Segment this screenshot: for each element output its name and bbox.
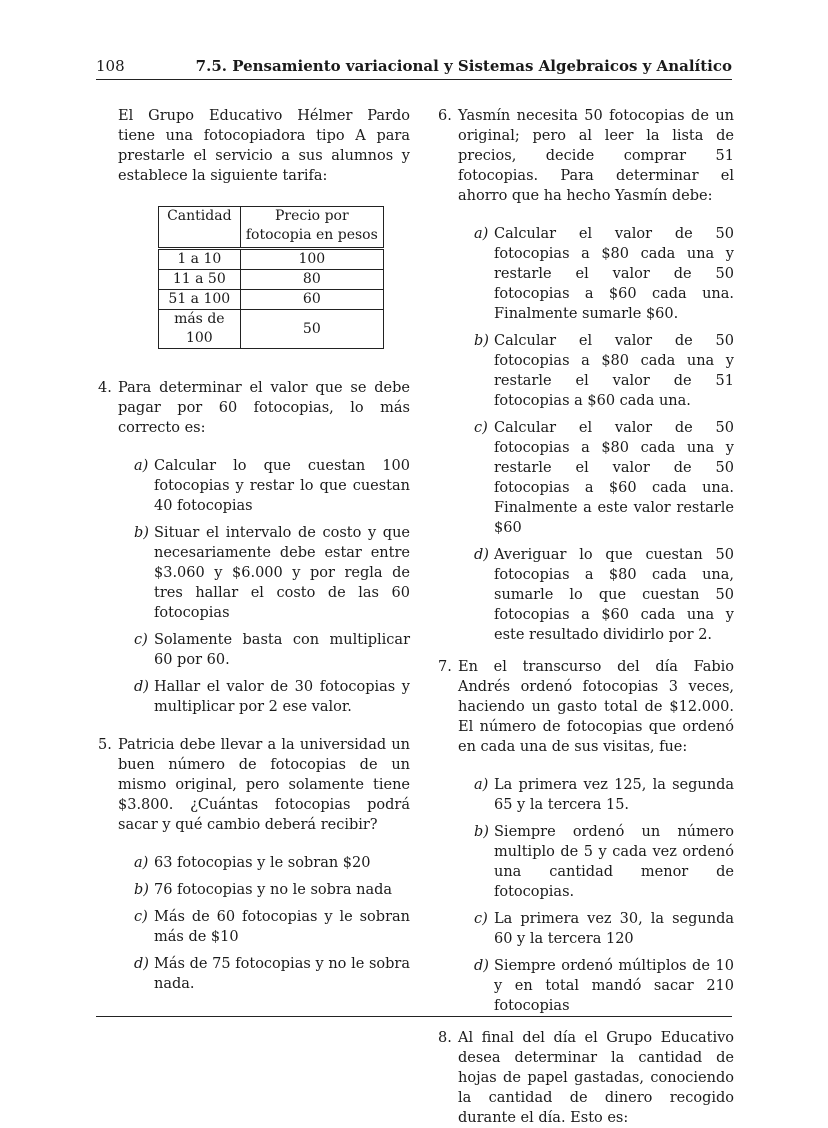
table-header-quantity: Cantidad xyxy=(159,207,241,249)
table-row xyxy=(159,270,384,290)
option-text: 76 fotocopias y no le sobra nada xyxy=(154,882,393,898)
table-cell: 50 xyxy=(240,310,383,349)
table-header-price: Precio por fotocopia en pesos xyxy=(240,207,383,249)
question-text: Yasmín necesita 50 fotocopias de un original; pero al leer la lista de precios, decide comprar 51 fotocopias. Para determinar el ahorro que ha hecho Yasmín debe: xyxy=(458,108,734,204)
option-text: Siempre ordenó múltiplos de 10 y en total mandó sacar 210 fotocopias xyxy=(494,958,734,1014)
option-a xyxy=(134,456,410,516)
option-text: La primera vez 125, la segunda 65 y la tercera 15. xyxy=(494,777,734,813)
option-label: b) xyxy=(134,882,149,898)
option-label: b) xyxy=(474,824,489,840)
option-c xyxy=(474,418,734,538)
question-number: 7. xyxy=(438,659,452,675)
options-list xyxy=(118,853,410,994)
table-header-row xyxy=(159,207,384,249)
option-text: Más de 75 fotocopias y no le sobra nada. xyxy=(154,956,410,992)
option-label: b) xyxy=(134,525,149,541)
footer-rule xyxy=(96,1016,732,1017)
option-text: Calcular el valor de 50 fotocopias a $80 cada una y restarle el valor de 51 fotocopias a $60 cada una. xyxy=(494,333,734,409)
option-text: Más de 60 fotocopias y le sobran más de $10 xyxy=(154,909,410,945)
option-text: Calcular el valor de 50 fotocopias a $80 cada una y restarle el valor de 50 fotocopias a $60 cada una. Finalmente sumarle $60. xyxy=(494,226,734,322)
table-cell: 1 a 10 xyxy=(159,249,241,270)
price-table xyxy=(158,206,384,349)
options-list xyxy=(458,224,734,645)
question-number: 6. xyxy=(438,108,452,124)
option-d xyxy=(134,677,410,717)
option-c xyxy=(134,907,410,947)
option-d xyxy=(134,954,410,994)
page-header xyxy=(96,57,732,79)
table-cell: más de 100 xyxy=(159,310,241,349)
question-7 xyxy=(438,657,734,1016)
option-text: 63 fotocopias y le sobran $20 xyxy=(154,855,371,871)
option-text: La primera vez 30, la segunda 60 y la tercera 120 xyxy=(494,911,734,947)
right-column xyxy=(438,106,734,1128)
option-label: d) xyxy=(474,547,489,563)
option-label: d) xyxy=(474,958,489,974)
question-text: Para determinar el valor que se debe pagar por 60 fotocopias, lo más correcto es: xyxy=(118,380,410,436)
option-label: c) xyxy=(474,420,488,436)
table-cell: 60 xyxy=(240,290,383,310)
options-list xyxy=(118,456,410,717)
table-cell: 51 a 100 xyxy=(159,290,241,310)
question-text: Patricia debe llevar a la universidad un buen número de fotocopias de un mismo original, pero solamente tiene $3.800. ¿Cuántas fotocopias podrá sacar y qué cambio deberá recibir? xyxy=(118,737,410,833)
option-label: b) xyxy=(474,333,489,349)
options-list xyxy=(458,775,734,1016)
question-8 xyxy=(438,1028,734,1128)
option-label: c) xyxy=(474,911,488,927)
option-text: Situar el intervalo de costo y que necesariamente debe estar entre $3.060 y $6.000 y por regla de tres hallar el costo de las 60 fotocopias xyxy=(154,525,410,621)
option-text: Siempre ordenó un número multiplo de 5 y cada vez ordenó una cantidad menor de fotocopias. xyxy=(494,824,734,900)
section-title: 7.5. Pensamiento variacional y Sistemas Algebraicos y Analítico xyxy=(195,57,732,75)
option-text: Hallar el valor de 30 fotocopias y multiplicar por 2 ese valor. xyxy=(154,679,410,715)
page-number: 108 xyxy=(96,57,125,75)
option-d xyxy=(474,956,734,1016)
table-cell: 11 a 50 xyxy=(159,270,241,290)
question-6 xyxy=(438,106,734,645)
question-number: 5. xyxy=(98,737,112,753)
option-b xyxy=(474,822,734,902)
option-a xyxy=(134,853,410,873)
option-a xyxy=(474,775,734,815)
option-label: a) xyxy=(134,855,149,871)
option-label: c) xyxy=(134,632,148,648)
table-row xyxy=(159,290,384,310)
table-cell: 80 xyxy=(240,270,383,290)
left-column xyxy=(98,106,410,1001)
option-c xyxy=(474,909,734,949)
question-text: Al final del día el Grupo Educativo desea determinar la cantidad de hojas de papel gastadas, conociendo la cantidad de dinero recogido durante el día. Esto es: xyxy=(458,1030,734,1126)
table-cell: 100 xyxy=(240,249,383,270)
option-b xyxy=(134,523,410,623)
question-number: 4. xyxy=(98,380,112,396)
option-label: d) xyxy=(134,679,149,695)
question-text: En el transcurso del día Fabio Andrés ordenó fotocopias 3 veces, haciendo un gasto total de $12.000. El número de fotocopias que ordenó en cada una de sus visitas, fue: xyxy=(458,659,734,755)
question-4 xyxy=(98,378,410,717)
question-5 xyxy=(98,735,410,994)
table-row xyxy=(159,310,384,349)
option-label: a) xyxy=(134,458,149,474)
option-c xyxy=(134,630,410,670)
header-rule xyxy=(96,79,732,80)
question-number: 8. xyxy=(438,1030,452,1046)
option-label: a) xyxy=(474,777,489,793)
option-b xyxy=(474,331,734,411)
intro-paragraph: El Grupo Educativo Hélmer Pardo tiene una fotocopiadora tipo A para prestarle el servicio a sus alumnos y establece la siguiente tarifa: xyxy=(118,108,410,184)
option-text: Calcular lo que cuestan 100 fotocopias y restar lo que cuestan 40 fotocopias xyxy=(154,458,410,514)
option-label: d) xyxy=(134,956,149,972)
option-text: Averiguar lo que cuestan 50 fotocopias a $80 cada una, sumarle lo que cuestan 50 fotocopias a $60 cada una y este resultado dividirlo por 2. xyxy=(494,547,734,643)
table-row xyxy=(159,249,384,270)
option-a xyxy=(474,224,734,324)
option-label: a) xyxy=(474,226,489,242)
option-text: Solamente basta con multiplicar 60 por 60. xyxy=(154,632,410,668)
option-d xyxy=(474,545,734,645)
option-label: c) xyxy=(134,909,148,925)
option-b xyxy=(134,880,410,900)
option-text: Calcular el valor de 50 fotocopias a $80 cada una y restarle el valor de 50 fotocopias a $60 cada una. Finalmente a este valor restarle $60 xyxy=(494,420,734,536)
